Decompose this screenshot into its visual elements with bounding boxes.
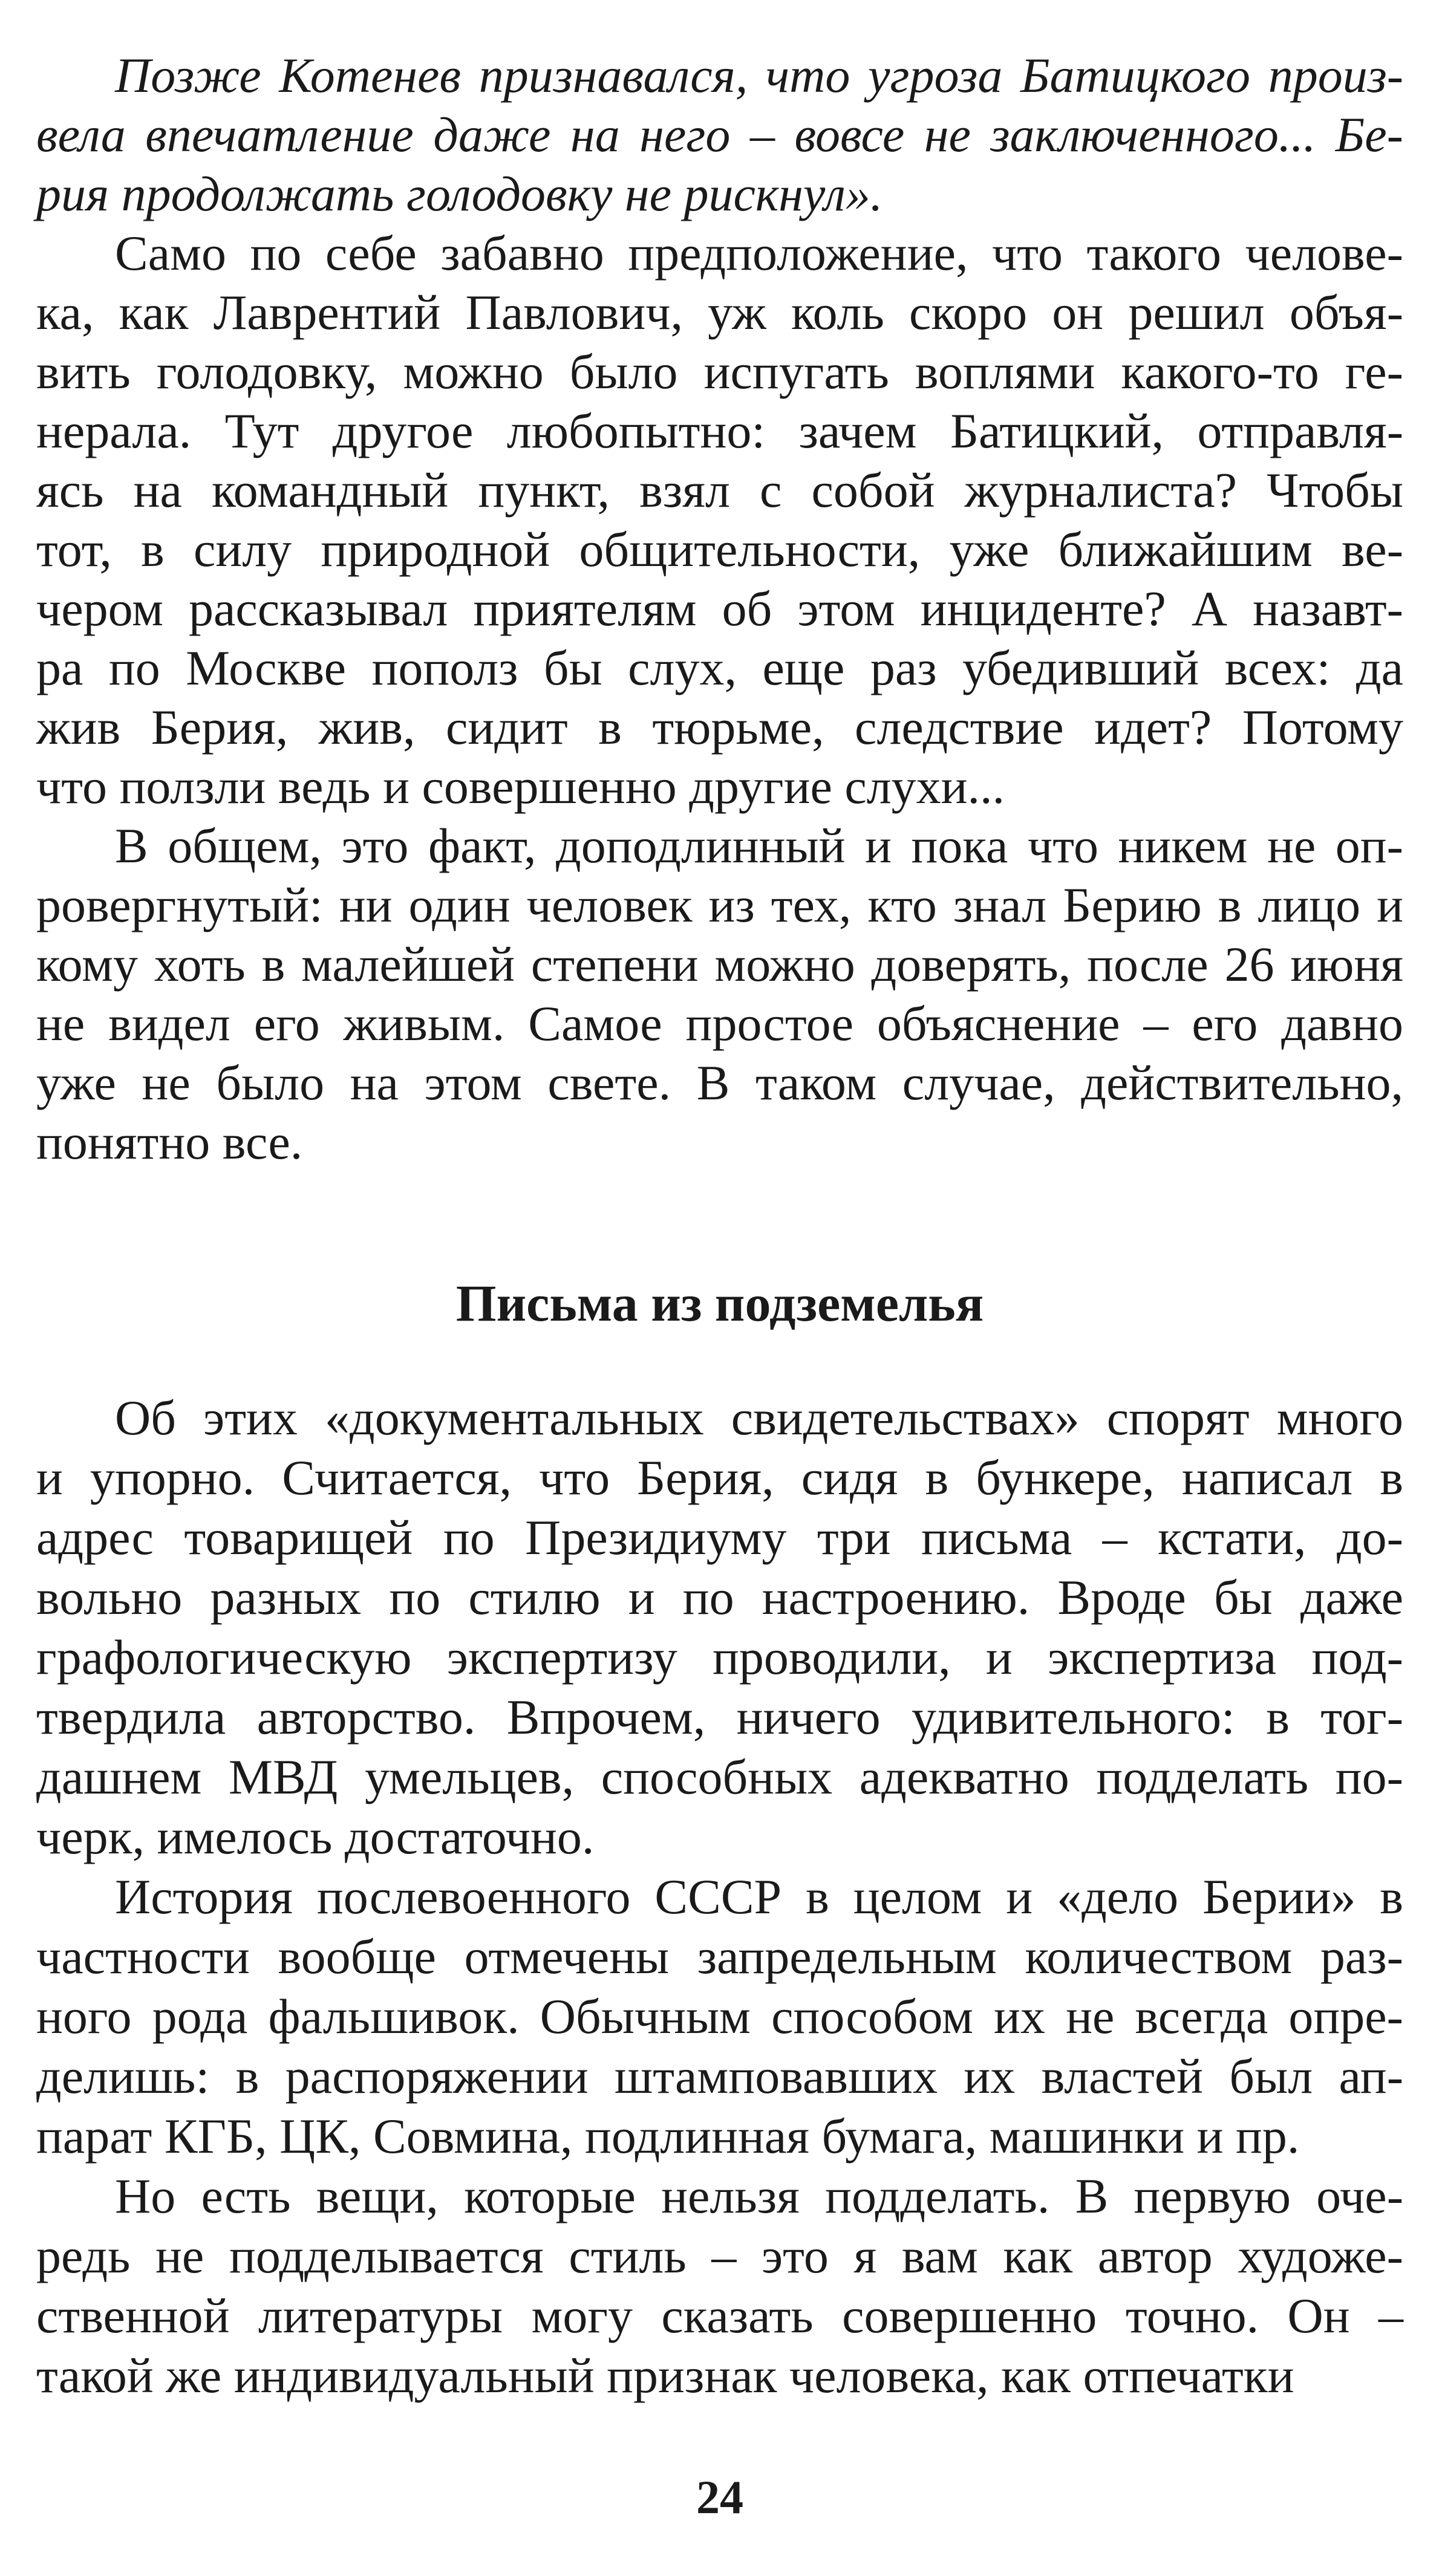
- text-line: ра по Москве пополз бы слух, еще раз убедивший всех: да: [36, 640, 1403, 695]
- text-line: вела впечатление даже на него – вовсе не заключенного... Бе-: [36, 107, 1403, 162]
- text-line: нерала. Тут другое любопытно: зачем Батицкий, отправля-: [36, 403, 1403, 458]
- book-page: [36, 24, 1403, 2552]
- text-line: твердила авторство. Впрочем, ничего удивительного: в тог-: [36, 1690, 1403, 1745]
- text-line: уже не было на этом свете. В таком случае, действительно,: [36, 1055, 1403, 1110]
- text-line: ственной литературы могу сказать совершенно точно. Он –: [36, 2288, 1403, 2343]
- text-line: Но есть вещи, которые нельзя подделать. В первую оче-: [115, 2168, 1403, 2223]
- text-line: ка, как Лаврентий Павлович, уж коль скоро он решил объя-: [36, 285, 1403, 340]
- text-line: парат КГБ, ЦК, Совмина, подлинная бумага, машинки и пр.: [36, 2109, 1300, 2164]
- text-line: жив Берия, жив, сидит в тюрьме, следствие идет? Потому: [36, 700, 1403, 755]
- text-line: понятно все.: [36, 1114, 303, 1169]
- text-line: ного рода фальшивок. Обычным способом их не всегда опре-: [36, 1989, 1403, 2044]
- text-line: В общем, это факт, доподлинный и пока что никем не оп-: [115, 818, 1403, 873]
- text-line: и упорно. Считается, что Берия, сидя в бункере, написал в: [36, 1450, 1403, 1505]
- text-line: История послевоенного СССР в целом и «дело Берии» в: [115, 1869, 1403, 1924]
- section-heading: Письма из подземелья: [455, 1274, 984, 1332]
- text-line: ясь на командный пункт, взял с собой журналиста? Чтобы: [36, 463, 1403, 518]
- text-line: такой же индивидуальный признак человека, как отпечатки: [36, 2348, 1294, 2403]
- text-line: редь не подделывается стиль – это я вам как автор художе-: [36, 2228, 1403, 2283]
- text-line: черк, имелось достаточно.: [36, 1809, 595, 1864]
- text-line: адрес товарищей по Президиуму три письма – кстати, до-: [36, 1510, 1403, 1565]
- text-line: не видел его живым. Самое простое объяснение – его давно: [36, 996, 1403, 1051]
- text-line: Позже Котенев признавался, что угроза Батицкого произ-: [115, 48, 1403, 103]
- text-line: тот, в силу природной общительности, уже ближайшим ве-: [36, 522, 1403, 577]
- text-line: вить голодовку, можно было испугать воплями какого-то ге-: [36, 344, 1403, 399]
- text-line: ровергнутый: ни один человек из тех, кто знал Берию в лицо и: [36, 877, 1403, 932]
- text-line: частности вообще отмечены запредельным количеством раз-: [36, 1929, 1403, 1984]
- text-line: что ползли ведь и совершенно другие слухи...: [36, 759, 1005, 814]
- text-line: чером рассказывал приятелям об этом инциденте? А назавт-: [36, 581, 1403, 636]
- text-line: кому хоть в малейшей степени можно доверять, после 26 июня: [36, 937, 1403, 992]
- text-line: Само по себе забавно предположение, что такого челове-: [115, 226, 1403, 281]
- page-number: 24: [696, 2471, 743, 2523]
- text-line: вольно разных по стилю и по настроению. Вроде бы даже: [36, 1570, 1403, 1625]
- text-line: Об этих «документальных свидетельствах» спорят много: [115, 1390, 1403, 1445]
- text-line: графологическую экспертизу проводили, и экспертиза под-: [36, 1630, 1403, 1685]
- text-line: дашнем МВД умельцев, способных адекватно подделать по-: [36, 1749, 1403, 1804]
- text-line: делишь: в распоряжении штамповавших их властей был ап-: [36, 2049, 1403, 2104]
- text-line: рия продолжать голодовку не рискнул».: [36, 166, 883, 221]
